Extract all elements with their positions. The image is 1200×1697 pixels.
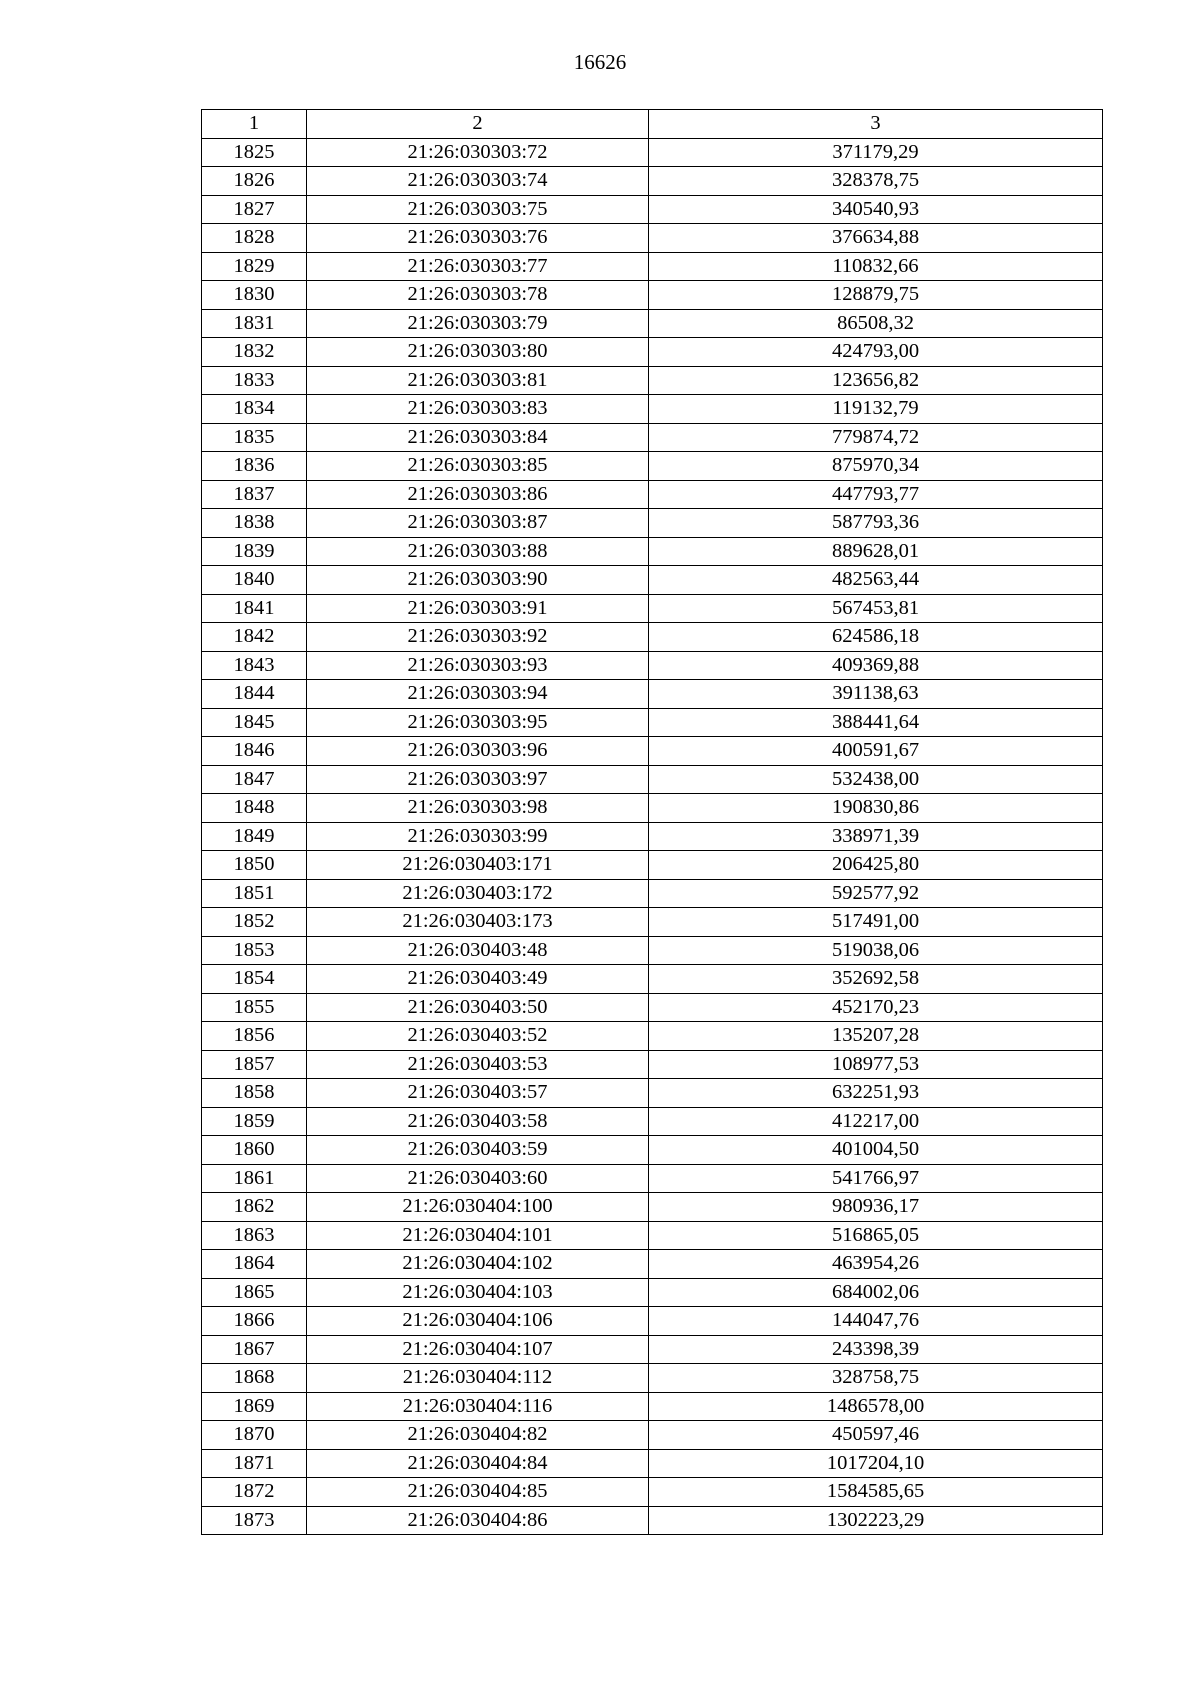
cadastral-number-cell: 21:26:030404:101 (307, 1221, 649, 1250)
table-row (202, 794, 1103, 823)
cadastral-number-cell: 21:26:030303:94 (307, 680, 649, 709)
row-number-cell: 1828 (202, 224, 307, 253)
cadastral-number-cell: 21:26:030403:57 (307, 1079, 649, 1108)
row-number-cell: 1869 (202, 1392, 307, 1421)
cadastral-number-cell: 21:26:030303:74 (307, 167, 649, 196)
table-row (202, 566, 1103, 595)
row-number-cell: 1868 (202, 1364, 307, 1393)
table-row (202, 1364, 1103, 1393)
table-row (202, 1022, 1103, 1051)
value-cell: 371179,29 (649, 138, 1103, 167)
row-number-cell: 1853 (202, 936, 307, 965)
value-cell: 340540,93 (649, 195, 1103, 224)
value-cell: 376634,88 (649, 224, 1103, 253)
row-number-cell: 1851 (202, 879, 307, 908)
header-cell-1: 1 (202, 110, 307, 139)
cadastral-number-cell: 21:26:030303:90 (307, 566, 649, 595)
cadastral-number-cell: 21:26:030403:173 (307, 908, 649, 937)
value-cell: 110832,66 (649, 252, 1103, 281)
value-cell: 541766,97 (649, 1164, 1103, 1193)
value-cell: 352692,58 (649, 965, 1103, 994)
table-row (202, 993, 1103, 1022)
value-cell: 206425,80 (649, 851, 1103, 880)
cadastral-number-cell: 21:26:030404:112 (307, 1364, 649, 1393)
table-row (202, 537, 1103, 566)
value-cell: 517491,00 (649, 908, 1103, 937)
row-number-cell: 1866 (202, 1307, 307, 1336)
row-number-cell: 1870 (202, 1421, 307, 1450)
value-cell: 424793,00 (649, 338, 1103, 367)
value-cell: 567453,81 (649, 594, 1103, 623)
cadastral-number-cell: 21:26:030303:91 (307, 594, 649, 623)
value-cell: 119132,79 (649, 395, 1103, 424)
value-cell: 388441,64 (649, 708, 1103, 737)
row-number-cell: 1832 (202, 338, 307, 367)
table-row (202, 309, 1103, 338)
table-body (202, 138, 1103, 1535)
header-cell-2: 2 (307, 110, 649, 139)
table-row (202, 680, 1103, 709)
table-row (202, 252, 1103, 281)
cadastral-number-cell: 21:26:030303:77 (307, 252, 649, 281)
value-cell: 779874,72 (649, 423, 1103, 452)
table-row (202, 1164, 1103, 1193)
value-cell: 592577,92 (649, 879, 1103, 908)
row-number-cell: 1871 (202, 1449, 307, 1478)
row-number-cell: 1873 (202, 1506, 307, 1535)
row-number-cell: 1835 (202, 423, 307, 452)
value-cell: 144047,76 (649, 1307, 1103, 1336)
value-cell: 684002,06 (649, 1278, 1103, 1307)
cadastral-number-cell: 21:26:030303:93 (307, 651, 649, 680)
cadastral-number-cell: 21:26:030303:72 (307, 138, 649, 167)
value-cell: 328758,75 (649, 1364, 1103, 1393)
row-number-cell: 1865 (202, 1278, 307, 1307)
table-row (202, 195, 1103, 224)
table-row (202, 651, 1103, 680)
row-number-cell: 1860 (202, 1136, 307, 1165)
row-number-cell: 1857 (202, 1050, 307, 1079)
table-row (202, 623, 1103, 652)
table-row (202, 936, 1103, 965)
row-number-cell: 1844 (202, 680, 307, 709)
value-cell: 624586,18 (649, 623, 1103, 652)
value-cell: 401004,50 (649, 1136, 1103, 1165)
table-row (202, 1307, 1103, 1336)
cadastral-number-cell: 21:26:030403:59 (307, 1136, 649, 1165)
cadastral-number-cell: 21:26:030303:84 (307, 423, 649, 452)
table-row (202, 879, 1103, 908)
row-number-cell: 1836 (202, 452, 307, 481)
value-cell: 128879,75 (649, 281, 1103, 310)
value-cell: 190830,86 (649, 794, 1103, 823)
table-row (202, 1136, 1103, 1165)
header-cell-3: 3 (649, 110, 1103, 139)
row-number-cell: 1862 (202, 1193, 307, 1222)
row-number-cell: 1830 (202, 281, 307, 310)
row-number-cell: 1854 (202, 965, 307, 994)
table-row (202, 1107, 1103, 1136)
table-row (202, 138, 1103, 167)
cadastral-number-cell: 21:26:030404:84 (307, 1449, 649, 1478)
value-cell: 243398,39 (649, 1335, 1103, 1364)
page-number: 16626 (573, 50, 627, 74)
row-number-cell: 1841 (202, 594, 307, 623)
value-cell: 889628,01 (649, 537, 1103, 566)
table-row (202, 851, 1103, 880)
table-row (202, 281, 1103, 310)
row-number-cell: 1867 (202, 1335, 307, 1364)
value-cell: 108977,53 (649, 1050, 1103, 1079)
value-cell: 123656,82 (649, 366, 1103, 395)
cadastral-number-cell: 21:26:030403:52 (307, 1022, 649, 1051)
value-cell: 338971,39 (649, 822, 1103, 851)
cadastral-number-cell: 21:26:030403:48 (307, 936, 649, 965)
table-row (202, 822, 1103, 851)
row-number-cell: 1859 (202, 1107, 307, 1136)
cadastral-number-cell: 21:26:030303:75 (307, 195, 649, 224)
row-number-cell: 1872 (202, 1478, 307, 1507)
cadastral-number-cell: 21:26:030404:86 (307, 1506, 649, 1535)
value-cell: 519038,06 (649, 936, 1103, 965)
row-number-cell: 1863 (202, 1221, 307, 1250)
table-header (202, 110, 1103, 139)
value-cell: 391138,63 (649, 680, 1103, 709)
value-cell: 328378,75 (649, 167, 1103, 196)
table-row (202, 1250, 1103, 1279)
cadastral-number-cell: 21:26:030303:80 (307, 338, 649, 367)
row-number-cell: 1864 (202, 1250, 307, 1279)
table-row (202, 1079, 1103, 1108)
row-number-cell: 1834 (202, 395, 307, 424)
value-cell: 532438,00 (649, 765, 1103, 794)
table-row (202, 1506, 1103, 1535)
table-row (202, 1478, 1103, 1507)
value-cell: 1017204,10 (649, 1449, 1103, 1478)
row-number-cell: 1826 (202, 167, 307, 196)
cadastral-number-cell: 21:26:030403:53 (307, 1050, 649, 1079)
cadastral-number-cell: 21:26:030303:76 (307, 224, 649, 253)
row-number-cell: 1839 (202, 537, 307, 566)
table-row (202, 423, 1103, 452)
header-row (202, 110, 1103, 139)
table-row (202, 908, 1103, 937)
table-row (202, 366, 1103, 395)
row-number-cell: 1840 (202, 566, 307, 595)
value-cell: 447793,77 (649, 480, 1103, 509)
row-number-cell: 1856 (202, 1022, 307, 1051)
row-number-cell: 1829 (202, 252, 307, 281)
cadastral-number-cell: 21:26:030404:82 (307, 1421, 649, 1450)
cadastral-number-cell: 21:26:030403:171 (307, 851, 649, 880)
table-row (202, 708, 1103, 737)
value-cell: 980936,17 (649, 1193, 1103, 1222)
value-cell: 412217,00 (649, 1107, 1103, 1136)
value-cell: 1302223,29 (649, 1506, 1103, 1535)
value-cell: 632251,93 (649, 1079, 1103, 1108)
cadastral-number-cell: 21:26:030303:86 (307, 480, 649, 509)
table-row (202, 167, 1103, 196)
row-number-cell: 1827 (202, 195, 307, 224)
cadastral-number-cell: 21:26:030404:85 (307, 1478, 649, 1507)
table-row (202, 737, 1103, 766)
cadastral-number-cell: 21:26:030303:96 (307, 737, 649, 766)
table-row (202, 338, 1103, 367)
cadastral-number-cell: 21:26:030303:97 (307, 765, 649, 794)
table-row (202, 224, 1103, 253)
value-cell: 450597,46 (649, 1421, 1103, 1450)
value-cell: 875970,34 (649, 452, 1103, 481)
table-row (202, 452, 1103, 481)
table-row (202, 1421, 1103, 1450)
cadastral-number-cell: 21:26:030404:103 (307, 1278, 649, 1307)
row-number-cell: 1831 (202, 309, 307, 338)
cadastral-number-cell: 21:26:030303:92 (307, 623, 649, 652)
value-cell: 1486578,00 (649, 1392, 1103, 1421)
data-table (201, 109, 1103, 1535)
table-row (202, 395, 1103, 424)
row-number-cell: 1838 (202, 509, 307, 538)
value-cell: 135207,28 (649, 1022, 1103, 1051)
row-number-cell: 1837 (202, 480, 307, 509)
cadastral-number-cell: 21:26:030303:99 (307, 822, 649, 851)
cadastral-number-cell: 21:26:030403:49 (307, 965, 649, 994)
value-cell: 409369,88 (649, 651, 1103, 680)
value-cell: 482563,44 (649, 566, 1103, 595)
row-number-cell: 1848 (202, 794, 307, 823)
table-row (202, 1449, 1103, 1478)
row-number-cell: 1825 (202, 138, 307, 167)
table-row (202, 1392, 1103, 1421)
table-row (202, 1278, 1103, 1307)
row-number-cell: 1842 (202, 623, 307, 652)
table-row (202, 1221, 1103, 1250)
row-number-cell: 1843 (202, 651, 307, 680)
cadastral-number-cell: 21:26:030404:102 (307, 1250, 649, 1279)
row-number-cell: 1846 (202, 737, 307, 766)
cadastral-number-cell: 21:26:030404:116 (307, 1392, 649, 1421)
row-number-cell: 1852 (202, 908, 307, 937)
table-row (202, 509, 1103, 538)
cadastral-number-cell: 21:26:030303:83 (307, 395, 649, 424)
cadastral-number-cell: 21:26:030303:88 (307, 537, 649, 566)
value-cell: 587793,36 (649, 509, 1103, 538)
row-number-cell: 1861 (202, 1164, 307, 1193)
row-number-cell: 1847 (202, 765, 307, 794)
cadastral-number-cell: 21:26:030303:95 (307, 708, 649, 737)
table-row (202, 1050, 1103, 1079)
cadastral-number-cell: 21:26:030403:60 (307, 1164, 649, 1193)
value-cell: 463954,26 (649, 1250, 1103, 1279)
cadastral-number-cell: 21:26:030403:172 (307, 879, 649, 908)
cadastral-number-cell: 21:26:030404:106 (307, 1307, 649, 1336)
cadastral-number-cell: 21:26:030404:107 (307, 1335, 649, 1364)
table-row (202, 765, 1103, 794)
table-row (202, 1335, 1103, 1364)
value-cell: 86508,32 (649, 309, 1103, 338)
cadastral-number-cell: 21:26:030303:81 (307, 366, 649, 395)
row-number-cell: 1850 (202, 851, 307, 880)
value-cell: 400591,67 (649, 737, 1103, 766)
value-cell: 516865,05 (649, 1221, 1103, 1250)
cadastral-number-cell: 21:26:030303:87 (307, 509, 649, 538)
table-row (202, 594, 1103, 623)
table-row (202, 1193, 1103, 1222)
row-number-cell: 1849 (202, 822, 307, 851)
row-number-cell: 1833 (202, 366, 307, 395)
cadastral-number-cell: 21:26:030303:79 (307, 309, 649, 338)
value-cell: 1584585,65 (649, 1478, 1103, 1507)
cadastral-number-cell: 21:26:030303:78 (307, 281, 649, 310)
value-cell: 452170,23 (649, 993, 1103, 1022)
cadastral-number-cell: 21:26:030403:50 (307, 993, 649, 1022)
cadastral-number-cell: 21:26:030303:98 (307, 794, 649, 823)
row-number-cell: 1845 (202, 708, 307, 737)
table-row (202, 965, 1103, 994)
table-row (202, 480, 1103, 509)
row-number-cell: 1858 (202, 1079, 307, 1108)
cadastral-number-cell: 21:26:030303:85 (307, 452, 649, 481)
cadastral-number-cell: 21:26:030404:100 (307, 1193, 649, 1222)
row-number-cell: 1855 (202, 993, 307, 1022)
cadastral-number-cell: 21:26:030403:58 (307, 1107, 649, 1136)
